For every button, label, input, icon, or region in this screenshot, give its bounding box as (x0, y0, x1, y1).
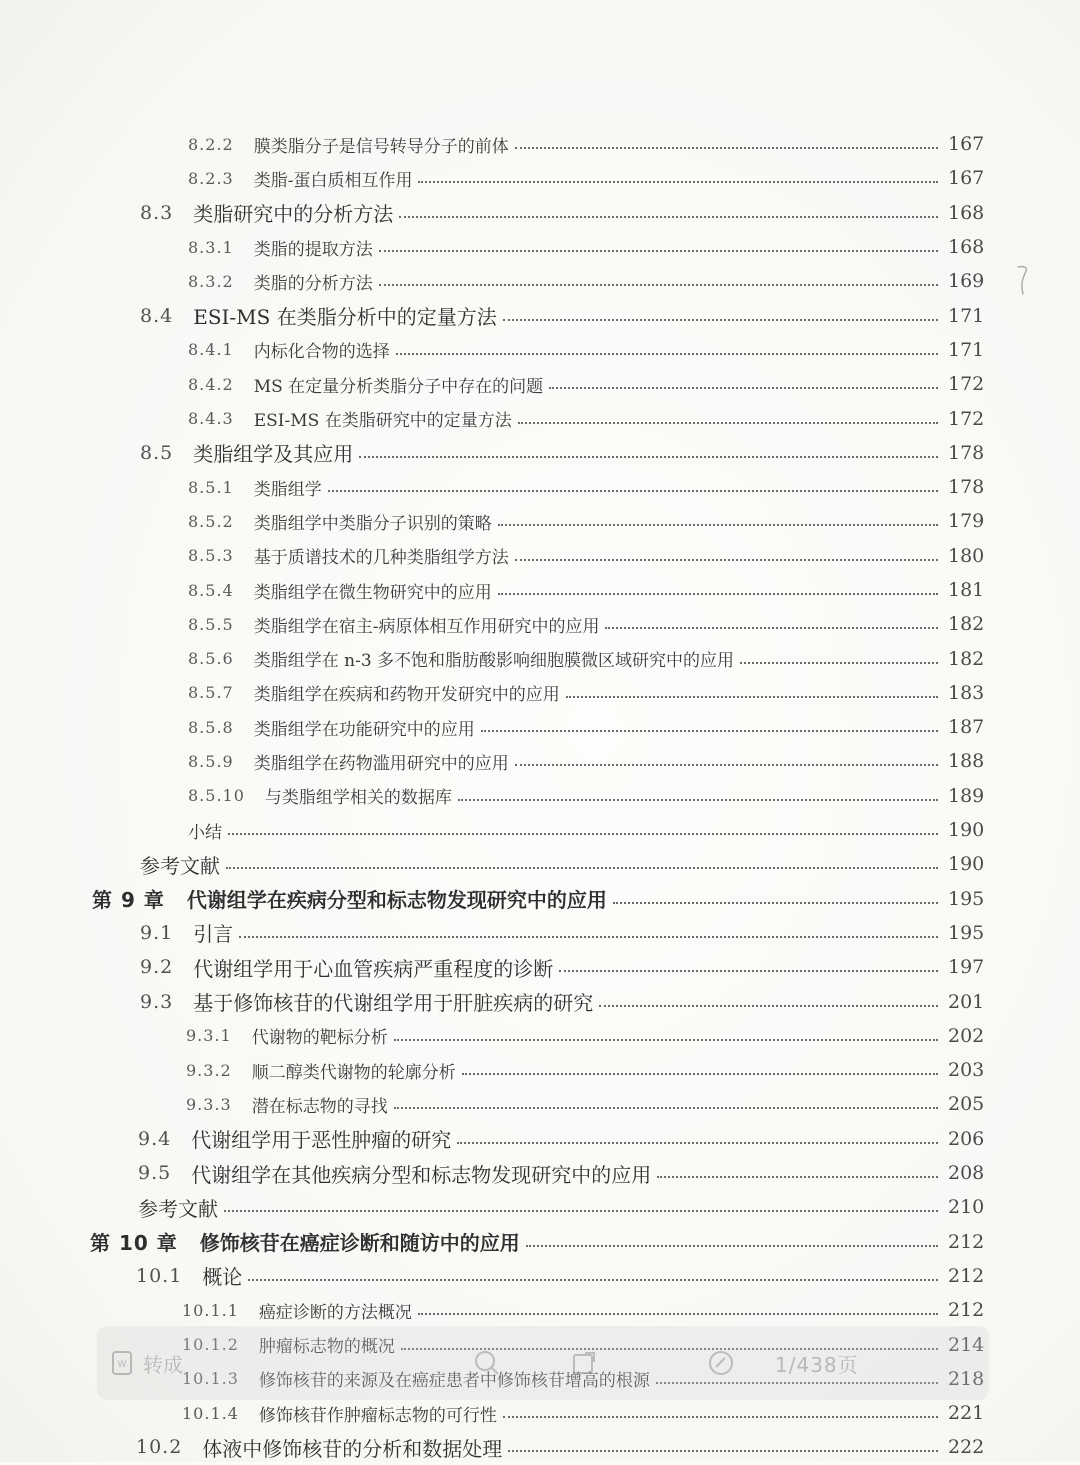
toc-page-number: 221 (948, 1402, 985, 1425)
toc-number: 10.1 (136, 1264, 183, 1287)
toc-entry-8-5-2[interactable] (0, 504, 1080, 538)
search-icon (473, 1349, 501, 1377)
toc-title: 类脂组学中类脂分子识别的策略 (253, 513, 492, 534)
toc-page-number: 212 (948, 1230, 985, 1253)
dot-leader (418, 181, 938, 183)
toc-title: 类脂研究中的分析方法 (193, 202, 394, 227)
toc-page-number: 201 (948, 990, 985, 1013)
toc-title: MS 在定量分析类脂分子中存在的问题 (253, 376, 544, 397)
dot-leader (498, 524, 938, 526)
toc-title: 类脂组学在宿主-病原体相互作用研究中的应用 (253, 616, 600, 637)
toc-number: 8.5.8 (188, 717, 234, 737)
toc-page-number: 183 (948, 681, 985, 704)
toc-page-number: 212 (948, 1264, 985, 1287)
toc-entry-8-4-1[interactable] (0, 333, 1080, 367)
dot-leader (457, 1142, 938, 1144)
toc-number: 9.2 (140, 956, 174, 979)
toc-entry-chapter-9[interactable] (0, 882, 1080, 916)
dot-leader (458, 799, 938, 801)
toc-entry-9-2[interactable] (0, 950, 1080, 984)
dot-leader (559, 970, 938, 972)
dot-leader (515, 764, 938, 766)
toc-page-number: 179 (948, 510, 985, 533)
toc-page-number: 167 (948, 167, 985, 190)
toc-page-number: 182 (948, 613, 985, 636)
toc-entry-8-3-1[interactable] (0, 230, 1080, 264)
toc-entry-8-4-3[interactable] (0, 401, 1080, 435)
dot-leader (226, 867, 938, 869)
toc-number: 9.4 (138, 1127, 172, 1150)
toc-title: 肿瘤标志物的概况 (258, 1337, 395, 1358)
toc-entry-8-5-10[interactable] (0, 779, 1080, 813)
dot-leader (224, 1210, 938, 1212)
toc-number: 8.3.2 (188, 271, 234, 291)
toc-title: 膜类脂分子是信号转导分子的前体 (253, 136, 509, 157)
toc-number: 10.1.4 (182, 1403, 239, 1423)
toc-title: 类脂组学在 n-3 多不饱和脂肪酸影响细胞膜微区域研究中的应用 (253, 651, 735, 672)
toc-entry-8-4[interactable] (0, 298, 1080, 332)
toc-number: 9.3.1 (186, 1026, 232, 1046)
toc-entry-8-3[interactable] (0, 196, 1080, 230)
toc-number: 8.4.2 (188, 374, 234, 394)
toc-title: 基于质谱技术的几种类脂组学方法 (253, 548, 509, 569)
toc-entry-9-5[interactable] (0, 1156, 1080, 1190)
toc-title: 内标化合物的选择 (253, 342, 390, 363)
search-button[interactable] (473, 1349, 501, 1377)
dot-leader (566, 696, 938, 698)
toc-page-number: 188 (948, 750, 985, 773)
toc-title: 类脂组学在微生物研究中的应用 (253, 582, 492, 603)
toc-page-number: 181 (948, 579, 985, 601)
toc-title: 潜在标志物的寻找 (251, 1096, 388, 1117)
toc-number: 10.2 (136, 1436, 183, 1459)
toc-title: 概论 (202, 1265, 243, 1290)
dot-leader (379, 250, 938, 252)
toc-title: 类脂组学 (253, 479, 322, 500)
toc-page-number: 180 (948, 544, 985, 567)
dot-leader (481, 730, 938, 732)
toc-number: 8.3.1 (188, 237, 234, 257)
toc-entry-10-1-4[interactable] (0, 1396, 1080, 1430)
dot-leader (379, 284, 938, 286)
toc-title: 类脂组学在功能研究中的应用 (253, 719, 475, 740)
toc-title: 类脂组学及其应用 (193, 442, 354, 467)
toc-entry-8-5[interactable] (0, 436, 1080, 470)
dot-leader (503, 1416, 938, 1418)
toc-title: 参考文献 (140, 853, 220, 878)
toc-page-number: 167 (948, 133, 985, 156)
toc-page-number: 203 (948, 1059, 985, 1082)
toc-page-number: 168 (948, 236, 985, 259)
toc-entry-9-3[interactable] (0, 984, 1080, 1018)
toc-number: 8.5.1 (188, 477, 234, 497)
toc-page-number: 172 (948, 373, 985, 396)
toc-title: 代谢物的靶标分析 (251, 1028, 388, 1049)
convert-label: 转成 (143, 1352, 183, 1377)
dot-leader (503, 319, 938, 321)
toc-title: 类脂的提取方法 (253, 239, 373, 260)
toc-page-number: 171 (948, 338, 985, 361)
toc-number: 8.5.9 (188, 751, 234, 771)
toc-title: 修饰核苷的来源及在癌症患者中修饰核苷增高的根源 (258, 1371, 650, 1392)
toc-title: 参考文献 (138, 1196, 218, 1221)
dot-leader (418, 1313, 938, 1315)
toc-page-number: 195 (948, 887, 985, 910)
toc-entry-9-3-2[interactable] (0, 1053, 1080, 1087)
dot-leader (526, 1245, 938, 1247)
dot-leader (549, 387, 938, 389)
toc-entry-8-5-8[interactable] (0, 710, 1080, 744)
dot-leader (328, 490, 938, 492)
dot-leader (605, 627, 938, 629)
toc-page-number: 214 (948, 1333, 985, 1356)
toc-number: 8.5.3 (188, 546, 234, 566)
toc-title: 修饰核苷在癌症诊断和随访中的应用 (199, 1231, 520, 1256)
toc-page-number: 169 (948, 270, 985, 293)
toc-entry-8-5-6[interactable] (0, 641, 1080, 675)
svg-text:W: W (117, 1360, 127, 1370)
toc-title: 代谢组学用于心血管疾病严重程度的诊断 (193, 956, 554, 981)
toc-number: 8.2.3 (188, 168, 234, 188)
toc-number: 8.2.2 (188, 134, 234, 154)
toc-title: 类脂组学在疾病和药物开发研究中的应用 (253, 685, 560, 706)
document-icon (111, 1350, 133, 1376)
toc-page-number: 190 (948, 819, 985, 842)
dot-leader (515, 147, 938, 149)
toc-entry-references-ch8[interactable] (0, 847, 1080, 881)
toc-entry-8-4-2[interactable] (0, 367, 1080, 401)
dot-leader (498, 593, 938, 595)
toc-entry-8-2-3[interactable] (0, 161, 1080, 195)
toc-number: 10.1.2 (182, 1335, 239, 1355)
toc-entry-10-1[interactable] (0, 1259, 1080, 1293)
dot-leader (394, 1107, 938, 1109)
toc-number: 9.3.3 (186, 1094, 232, 1114)
dot-leader (462, 1073, 938, 1075)
toc-title: ESI-MS 在类脂研究中的定量方法 (253, 411, 512, 432)
toc-title: ESI-MS 在类脂分析中的定量方法 (193, 305, 497, 330)
toc-entry-8-5-7[interactable] (0, 676, 1080, 710)
dot-leader (518, 422, 938, 424)
toc-number: 8.5.4 (188, 580, 234, 600)
toc-page-number: 178 (948, 476, 985, 499)
toc-number: 9.5 (138, 1162, 172, 1185)
dot-leader (248, 1279, 938, 1281)
dot-leader (239, 936, 938, 938)
toc-page-number: 210 (948, 1196, 985, 1219)
annotate-icon (707, 1349, 735, 1377)
table-of-contents (0, 127, 1080, 1465)
toc-page-number: 206 (948, 1127, 985, 1150)
toc-entry-10-2[interactable] (0, 1430, 1080, 1464)
toc-title: 代谢组学在疾病分型和标志物发现研究中的应用 (186, 888, 607, 913)
export-icon (571, 1350, 597, 1376)
toc-number: 8.4.1 (188, 340, 234, 360)
toc-page-number: 205 (948, 1093, 985, 1116)
toc-page-number: 178 (948, 441, 985, 464)
toc-page-number: 190 (948, 853, 985, 876)
toc-entry-chapter-10[interactable] (0, 1225, 1080, 1259)
dot-leader (359, 456, 938, 458)
toc-title: 引言 (193, 922, 234, 947)
toc-number: 8.5.10 (188, 786, 245, 806)
toc-page-number: 172 (948, 407, 985, 430)
toc-entry-references-ch9[interactable] (0, 1190, 1080, 1224)
dot-leader (228, 833, 938, 835)
dot-leader (508, 1450, 938, 1452)
toc-entry-8-2-2[interactable] (0, 127, 1080, 161)
toc-entry-8-5-3[interactable] (0, 539, 1080, 573)
page-indicator[interactable]: 1/438页 (775, 1352, 859, 1377)
toc-entry-8-5-5[interactable] (0, 607, 1080, 641)
toc-number: 8.5.7 (188, 683, 234, 703)
toc-title: 小结 (188, 822, 222, 843)
dot-leader (396, 353, 938, 355)
toc-number: 8.4 (140, 304, 174, 327)
toc-entry-9-1[interactable] (0, 916, 1080, 950)
toc-page-number: 195 (948, 921, 985, 944)
toc-page-number: 212 (948, 1299, 985, 1322)
toc-page-number: 168 (948, 201, 985, 224)
toc-number: 8.5.6 (188, 649, 234, 669)
toc-number: 9.3.2 (186, 1060, 232, 1080)
toc-page-number: 187 (948, 716, 985, 739)
toc-number: 第 10 章 (90, 1231, 178, 1256)
toc-page-number: 189 (948, 784, 985, 807)
toc-entry-9-4[interactable] (0, 1122, 1080, 1156)
toc-number: 第 9 章 (92, 888, 165, 913)
toc-page-number: 202 (948, 1024, 985, 1047)
toc-entry-8-5-4[interactable] (0, 573, 1080, 607)
dot-leader (657, 1176, 938, 1178)
dot-leader (613, 902, 938, 904)
toc-title: 顺二醇类代谢物的轮廓分析 (251, 1062, 456, 1083)
toc-title: 修饰核苷作肿瘤标志物的可行性 (258, 1405, 497, 1426)
toc-page-number: 218 (948, 1367, 985, 1390)
dot-leader (399, 216, 938, 218)
toc-title: 癌症诊断的方法概况 (258, 1302, 412, 1323)
toc-title: 类脂的分析方法 (253, 273, 373, 294)
dot-leader (515, 559, 938, 561)
toc-title: 体液中修饰核苷的分析和数据处理 (202, 1436, 503, 1461)
toc-page-number: 222 (948, 1436, 985, 1459)
toc-entry-8-5-9[interactable] (0, 744, 1080, 778)
toc-title: 类脂组学在药物滥用研究中的应用 (253, 753, 509, 774)
pencil-mark (1014, 264, 1034, 300)
reader-toolbar (97, 1326, 989, 1400)
toc-number: 9.3 (140, 990, 174, 1013)
convert-button[interactable] (111, 1349, 183, 1378)
toc-entry-9-3-1[interactable] (0, 1019, 1080, 1053)
toc-page-number: 182 (948, 647, 985, 670)
toc-title: 代谢组学在其他疾病分型和标志物发现研究中的应用 (191, 1162, 652, 1187)
toc-entry-9-3-3[interactable] (0, 1087, 1080, 1121)
toc-number: 9.1 (140, 921, 174, 944)
toc-number: 8.5.2 (188, 511, 234, 531)
dot-leader (740, 662, 938, 664)
toc-entry-8-5-1[interactable] (0, 470, 1080, 504)
toc-number: 8.5 (140, 441, 174, 464)
toc-title: 与类脂组学相关的数据库 (264, 788, 452, 809)
toc-number: 8.5.5 (188, 614, 234, 634)
annotate-button[interactable] (707, 1349, 735, 1377)
dot-leader (394, 1039, 938, 1041)
toc-number: 8.3 (140, 201, 174, 224)
toc-entry-summary[interactable] (0, 813, 1080, 847)
dot-leader (599, 1005, 938, 1007)
toc-title: 类脂-蛋白质相互作用 (253, 170, 413, 191)
toc-page-number: 208 (948, 1162, 985, 1185)
toc-number: 10.1.3 (182, 1369, 239, 1389)
toc-entry-10-1-1[interactable] (0, 1293, 1080, 1327)
toc-page-number: 171 (948, 304, 985, 327)
toc-number: 10.1.1 (182, 1300, 239, 1320)
toc-entry-8-3-2[interactable] (0, 264, 1080, 298)
toc-number: 8.4.3 (188, 409, 234, 429)
toc-title: 代谢组学用于恶性肿瘤的研究 (191, 1128, 452, 1153)
export-button[interactable] (571, 1350, 597, 1376)
toc-title: 基于修饰核苷的代谢组学用于肝脏疾病的研究 (193, 991, 594, 1016)
toc-page-number: 197 (948, 956, 985, 979)
